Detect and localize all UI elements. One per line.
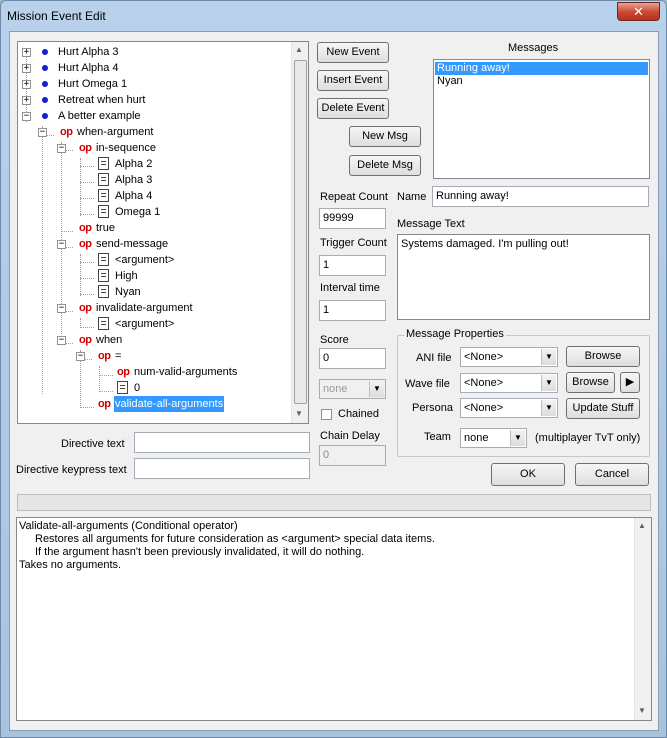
wave-file-value: <None> [464, 377, 504, 389]
persona-label: Persona [412, 402, 453, 414]
chevron-down-icon: ▼ [369, 381, 384, 397]
ani-file-value: <None> [464, 351, 504, 363]
new-msg-button[interactable]: New Msg [349, 126, 421, 147]
data-document-icon [98, 173, 109, 186]
help-line: Validate-all-arguments (Conditional operator) [19, 520, 238, 532]
collapse-icon[interactable]: − [58, 239, 65, 249]
score-field[interactable]: 0 [319, 348, 386, 369]
tree-node-label[interactable]: High [115, 270, 138, 282]
scroll-down-icon[interactable]: ▼ [638, 706, 646, 715]
tree-node-label[interactable]: Alpha 4 [115, 190, 153, 202]
wave-file-select[interactable] [460, 373, 558, 393]
play-icon: ▶ [625, 376, 635, 388]
tree-node-label[interactable]: num-valid-arguments [134, 366, 238, 378]
tree-node-label[interactable]: Alpha 3 [115, 174, 153, 186]
tree-event-label[interactable]: Hurt Alpha 4 [58, 62, 119, 74]
repeat-count-label: Repeat Count [320, 191, 388, 203]
close-icon: ✕ [633, 4, 644, 19]
trigger-count-field[interactable]: 1 [319, 255, 386, 276]
message-name-field[interactable]: Running away! [432, 186, 649, 207]
operator-icon: op [60, 126, 73, 138]
scroll-up-icon[interactable]: ▲ [638, 521, 646, 530]
repeat-count-field[interactable]: 99999 [319, 208, 386, 229]
tree-event-label[interactable]: Retreat when hurt [58, 94, 146, 106]
chevron-down-icon[interactable]: ▼ [541, 375, 556, 391]
tree-event-label[interactable]: A better example [58, 110, 141, 122]
tree-node-label[interactable]: Omega 1 [115, 206, 161, 218]
operator-icon: op [117, 366, 130, 378]
tree-node-label[interactable]: true [96, 222, 115, 234]
expand-icon[interactable]: + [23, 47, 30, 57]
data-document-icon [98, 317, 109, 330]
data-document-icon [117, 381, 128, 394]
team-select-value: none [323, 383, 348, 395]
event-dot-icon [42, 65, 48, 71]
chained-label: Chained [338, 408, 379, 420]
interval-time-field[interactable]: 1 [319, 300, 386, 321]
help-line: Restores all arguments for future consideration as <argument> special data items. [35, 533, 435, 545]
help-line: Takes no arguments. [19, 559, 122, 571]
tree-node-label[interactable]: Nyan [115, 286, 141, 298]
new-event-button[interactable]: New Event [317, 42, 389, 63]
help-line: If the argument hasn't been previously invalidated, it will do nothing. [35, 546, 365, 558]
collapse-icon[interactable]: − [58, 303, 65, 313]
close-button[interactable] [617, 2, 660, 21]
tree-node-label[interactable]: Alpha 2 [115, 158, 153, 170]
event-dot-icon [42, 97, 48, 103]
tree-node-label-selected[interactable]: validate-all-arguments [115, 398, 224, 410]
message-text-area[interactable]: Systems damaged. I'm pulling out! [397, 234, 650, 320]
dialog-client-area [9, 31, 659, 731]
ok-button[interactable]: OK [491, 463, 565, 486]
tree-node-label[interactable]: in-sequence [96, 142, 156, 154]
messages-heading: Messages [508, 42, 559, 54]
operator-icon: op [79, 334, 92, 346]
message-item-selected[interactable]: Running away! [435, 62, 648, 75]
directive-text-field[interactable] [134, 432, 310, 453]
browse-wave-button[interactable]: Browse [566, 372, 615, 393]
operator-icon: op [98, 350, 111, 362]
directive-keypress-field[interactable] [134, 458, 310, 479]
collapse-icon[interactable]: − [58, 143, 65, 153]
status-progress-bar [17, 494, 651, 511]
tree-node-label[interactable]: <argument> [115, 318, 175, 330]
team-select-disabled [319, 379, 386, 399]
delete-event-button[interactable]: Delete Event [317, 98, 389, 119]
ani-file-label: ANI file [416, 352, 452, 364]
tree-event-label[interactable]: Hurt Omega 1 [58, 78, 128, 90]
persona-select[interactable] [460, 398, 558, 418]
tree-node-label[interactable]: when [96, 334, 123, 346]
ani-file-select[interactable] [460, 347, 558, 367]
event-dot-icon [42, 81, 48, 87]
operator-icon: op [79, 238, 92, 250]
tree-node-label[interactable]: invalidate-argument [96, 302, 193, 314]
insert-event-button[interactable]: Insert Event [317, 70, 389, 91]
event-dot-icon [42, 49, 48, 55]
messages-list[interactable] [433, 59, 650, 179]
operator-icon: op [98, 398, 111, 410]
chevron-down-icon[interactable]: ▼ [510, 430, 525, 446]
data-document-icon [98, 205, 109, 218]
tree-node-label[interactable]: = [115, 350, 122, 362]
help-scrollbar[interactable] [634, 518, 651, 720]
expand-icon[interactable]: + [23, 79, 30, 89]
data-document-icon [98, 253, 109, 266]
help-text-area[interactable] [16, 517, 652, 721]
team-value: none [464, 432, 489, 444]
tree-node-label[interactable]: 0 [134, 382, 141, 394]
collapse-icon[interactable]: − [58, 335, 65, 345]
window-title: Mission Event Edit [7, 9, 106, 23]
wave-file-label: Wave file [405, 378, 450, 390]
interval-time-label: Interval time [320, 282, 380, 294]
collapse-icon[interactable]: − [39, 127, 46, 137]
cancel-button[interactable]: Cancel [575, 463, 649, 486]
operator-icon: op [79, 222, 92, 234]
directive-keypress-label: Directive keypress text [16, 464, 127, 476]
operator-icon: op [79, 302, 92, 314]
tree-scrollbar[interactable] [291, 42, 308, 423]
directive-text-label: Directive text [61, 438, 125, 450]
chained-checkbox[interactable] [321, 409, 332, 420]
operator-icon: op [79, 142, 92, 154]
message-properties-title: Message Properties [406, 328, 504, 340]
name-label: Name [397, 191, 427, 203]
trigger-count-label: Trigger Count [320, 237, 387, 249]
title-bar[interactable] [1, 1, 666, 31]
team-select[interactable] [460, 428, 527, 448]
browse-ani-button[interactable]: Browse [566, 346, 640, 367]
data-document-icon [98, 269, 109, 282]
chain-delay-field: 0 [319, 445, 386, 466]
team-note: (multiplayer TvT only) [535, 432, 641, 444]
expand-icon[interactable]: + [23, 63, 30, 73]
event-tree[interactable] [17, 41, 309, 424]
message-item[interactable]: Nyan [437, 75, 463, 87]
play-wave-button[interactable] [620, 372, 640, 393]
message-text-label: Message Text [397, 218, 465, 230]
data-document-icon [98, 285, 109, 298]
chain-delay-label: Chain Delay [320, 430, 380, 442]
scroll-up-icon[interactable]: ▲ [295, 45, 303, 54]
persona-value: <None> [464, 402, 504, 414]
collapse-icon[interactable]: − [23, 111, 30, 121]
event-dot-icon [42, 113, 48, 119]
score-label: Score [320, 334, 349, 346]
data-document-icon [98, 189, 109, 202]
tree-node-label[interactable]: send-message [96, 238, 169, 250]
delete-msg-button[interactable]: Delete Msg [349, 155, 421, 176]
tree-event-label[interactable]: Hurt Alpha 3 [58, 46, 119, 58]
update-stuff-button[interactable]: Update Stuff [566, 398, 640, 419]
team-label: Team [424, 431, 451, 443]
tree-node-label[interactable]: <argument> [115, 254, 175, 266]
chevron-down-icon[interactable]: ▼ [541, 349, 556, 365]
tree-node-label[interactable]: when-argument [77, 126, 154, 138]
collapse-icon[interactable]: − [77, 351, 84, 361]
scroll-thumb[interactable] [294, 60, 307, 404]
scroll-down-icon[interactable]: ▼ [295, 409, 303, 418]
chevron-down-icon[interactable]: ▼ [541, 400, 556, 416]
data-document-icon [98, 157, 109, 170]
expand-icon[interactable]: + [23, 95, 30, 105]
